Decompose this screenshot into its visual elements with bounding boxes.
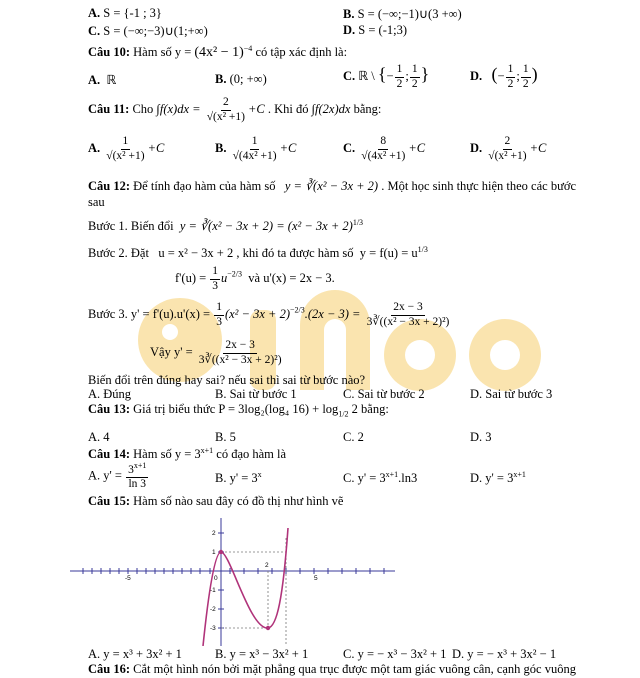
q12-option-c: C. Sai từ bước 2 — [343, 387, 425, 401]
q13-stem: Câu 13: Giá trị biểu thức P = 3log₂(log₄ $16) + \log_{1/2} 2$ bằng: — [88, 402, 389, 419]
q12-question: Biến đổi trên đúng hay sai? nếu sai thì sai từ bước nào? — [88, 373, 366, 387]
tick-label-y-1: 1 — [212, 549, 216, 556]
q12-option-a: A. Đúng — [88, 387, 132, 401]
q15-function-graph — [70, 518, 395, 646]
q12-option-d: D. Sai từ bước 3 — [470, 387, 553, 401]
tick-label-x-left: -5 — [125, 575, 131, 582]
q10-option-a: A. ℝ — [88, 73, 117, 87]
q12-option-b: B. Sai từ bước 1 — [215, 387, 297, 401]
tick-label-y-m2: -2 — [210, 606, 216, 613]
q16-stem: Câu 16: Cắt một hình nón bởi mặt phẳng qua trục được một tam giác vuông cân, cạnh góc vuông — [88, 662, 576, 676]
q10-option-d: D. (− $\frac{1}{2}$ ; $\frac{1}{2}$ ) — [470, 63, 538, 90]
min-point — [266, 626, 270, 630]
q15-option-a: A. y = x³ + 3x² + 1 — [88, 647, 182, 661]
q9-option-b: B. S = (−∞;−1)∪(3 +∞) — [343, 7, 462, 21]
q14-stem: Câu 14: Hàm số $y = 3^{x+1}$ có đạo hàm là — [88, 446, 287, 462]
tick-label-y-2: 2 — [212, 530, 216, 537]
q10-option-b: B. (0; +∞) — [215, 72, 267, 86]
q13-option-d: D. 3 — [470, 430, 492, 444]
q14-option-a: A. y' = $\frac{3^{x+1}}{\ln 3}$ — [88, 461, 147, 491]
max-point — [219, 550, 223, 554]
q11-option-d: D. $\frac{2}{\text{√(x² +1)}}$ +C — [470, 135, 547, 162]
q14-option-b: B. $y' = 3^x$ — [215, 470, 262, 486]
q12-step-2: Bước 2. Đặt u = x² − 3x + 2 , khi đó ta được hàm số $y = f(u) = u^{1/3}$ — [88, 245, 428, 261]
tick-label-x-2: 2 — [265, 562, 269, 569]
q15-option-c: C. y = − x³ − 3x² + 1 — [343, 647, 447, 661]
q13-option-a: A. 4 — [88, 430, 110, 444]
q11-option-c: C. $\frac{8}{\text{√(4x² +1)}}$ +C — [343, 135, 426, 162]
tick-label-y-m3: -3 — [210, 625, 216, 632]
q9-option-c: C. S = (−∞;−3)∪(1;+∞) — [88, 24, 208, 38]
q10-stem: Câu 10: Hàm số $y = (4x^2 - 1)^{-4}$ có tập xác định là: — [88, 44, 348, 61]
q11-option-a: A. $\frac{1}{\text{√(x² +1)}}$ +C — [88, 135, 165, 162]
q14-option-c: C. $y' = 3^{x+1}.\ln 3$ — [343, 470, 418, 486]
q15-option-b: B. y = x³ − 3x² + 1 — [215, 647, 309, 661]
q11-stem: Câu 11: Cho ∫f(x)dx = $\frac{2}{\text{√(x² +1)}}$ +C . Khi đó ∫f(2x)dx bằng: — [88, 96, 382, 123]
q9-option-d: D. S = (-1;3) — [343, 23, 407, 37]
q12-step-3: Bước 3. y' = f'(u).u'(x) = $\frac{1}{3}$ $(x^2 - 3x + 2)^{-2/3}.(2x - 3)$ = $\frac{2x - 3}{\text{3∛((x² − 3x + 2)²)}}$ — [88, 301, 450, 328]
q12-step-2b: f'(u) = $\frac{1}{3}$ $u^{-2/3}$ và u'(x) = 2x − 3. — [175, 265, 335, 292]
q13-option-c: C. 2 — [343, 430, 364, 444]
q12-conclusion: Vậy y' = $\frac{2x - 3}{\text{3∛((x² − 3x + 2)²)}}$ — [150, 339, 282, 366]
q14-option-d: D. $y' = 3^{x+1}$ — [470, 470, 526, 486]
q9-option-a: A. S = {-1 ; 3} — [88, 6, 162, 20]
q12-step-1: Bước 1. Biến đổi y = ∛(x² − $3x + 2) = (x^2 - 3x + 2)^{1/3}$ — [88, 218, 364, 234]
q12-stem-cont: sau — [88, 195, 105, 209]
q15-stem: Câu 15: Hàm số nào sau đây có đồ thị như hình vẽ — [88, 494, 344, 508]
tick-label-x-right: 5 — [314, 575, 318, 582]
tick-label-origin: 0 — [214, 575, 218, 582]
q11-option-b: B. $\frac{1}{\text{√(4x² +1)}}$ +C — [215, 135, 297, 162]
q12-stem: Câu 12: Để tính đạo hàm của hàm số y = ∛(x² − 3x + 2) . Một học sinh thực hiện theo các bước — [88, 179, 576, 193]
q13-option-b: B. 5 — [215, 430, 236, 444]
tick-label-y-m1: -1 — [210, 587, 216, 594]
q10-option-c: C. ℝ \ {− $\frac{1}{2}$ ; $\frac{1}{2}$ } — [343, 63, 430, 90]
q15-option-d: D. y = − x³ + 3x² − 1 — [452, 647, 557, 661]
